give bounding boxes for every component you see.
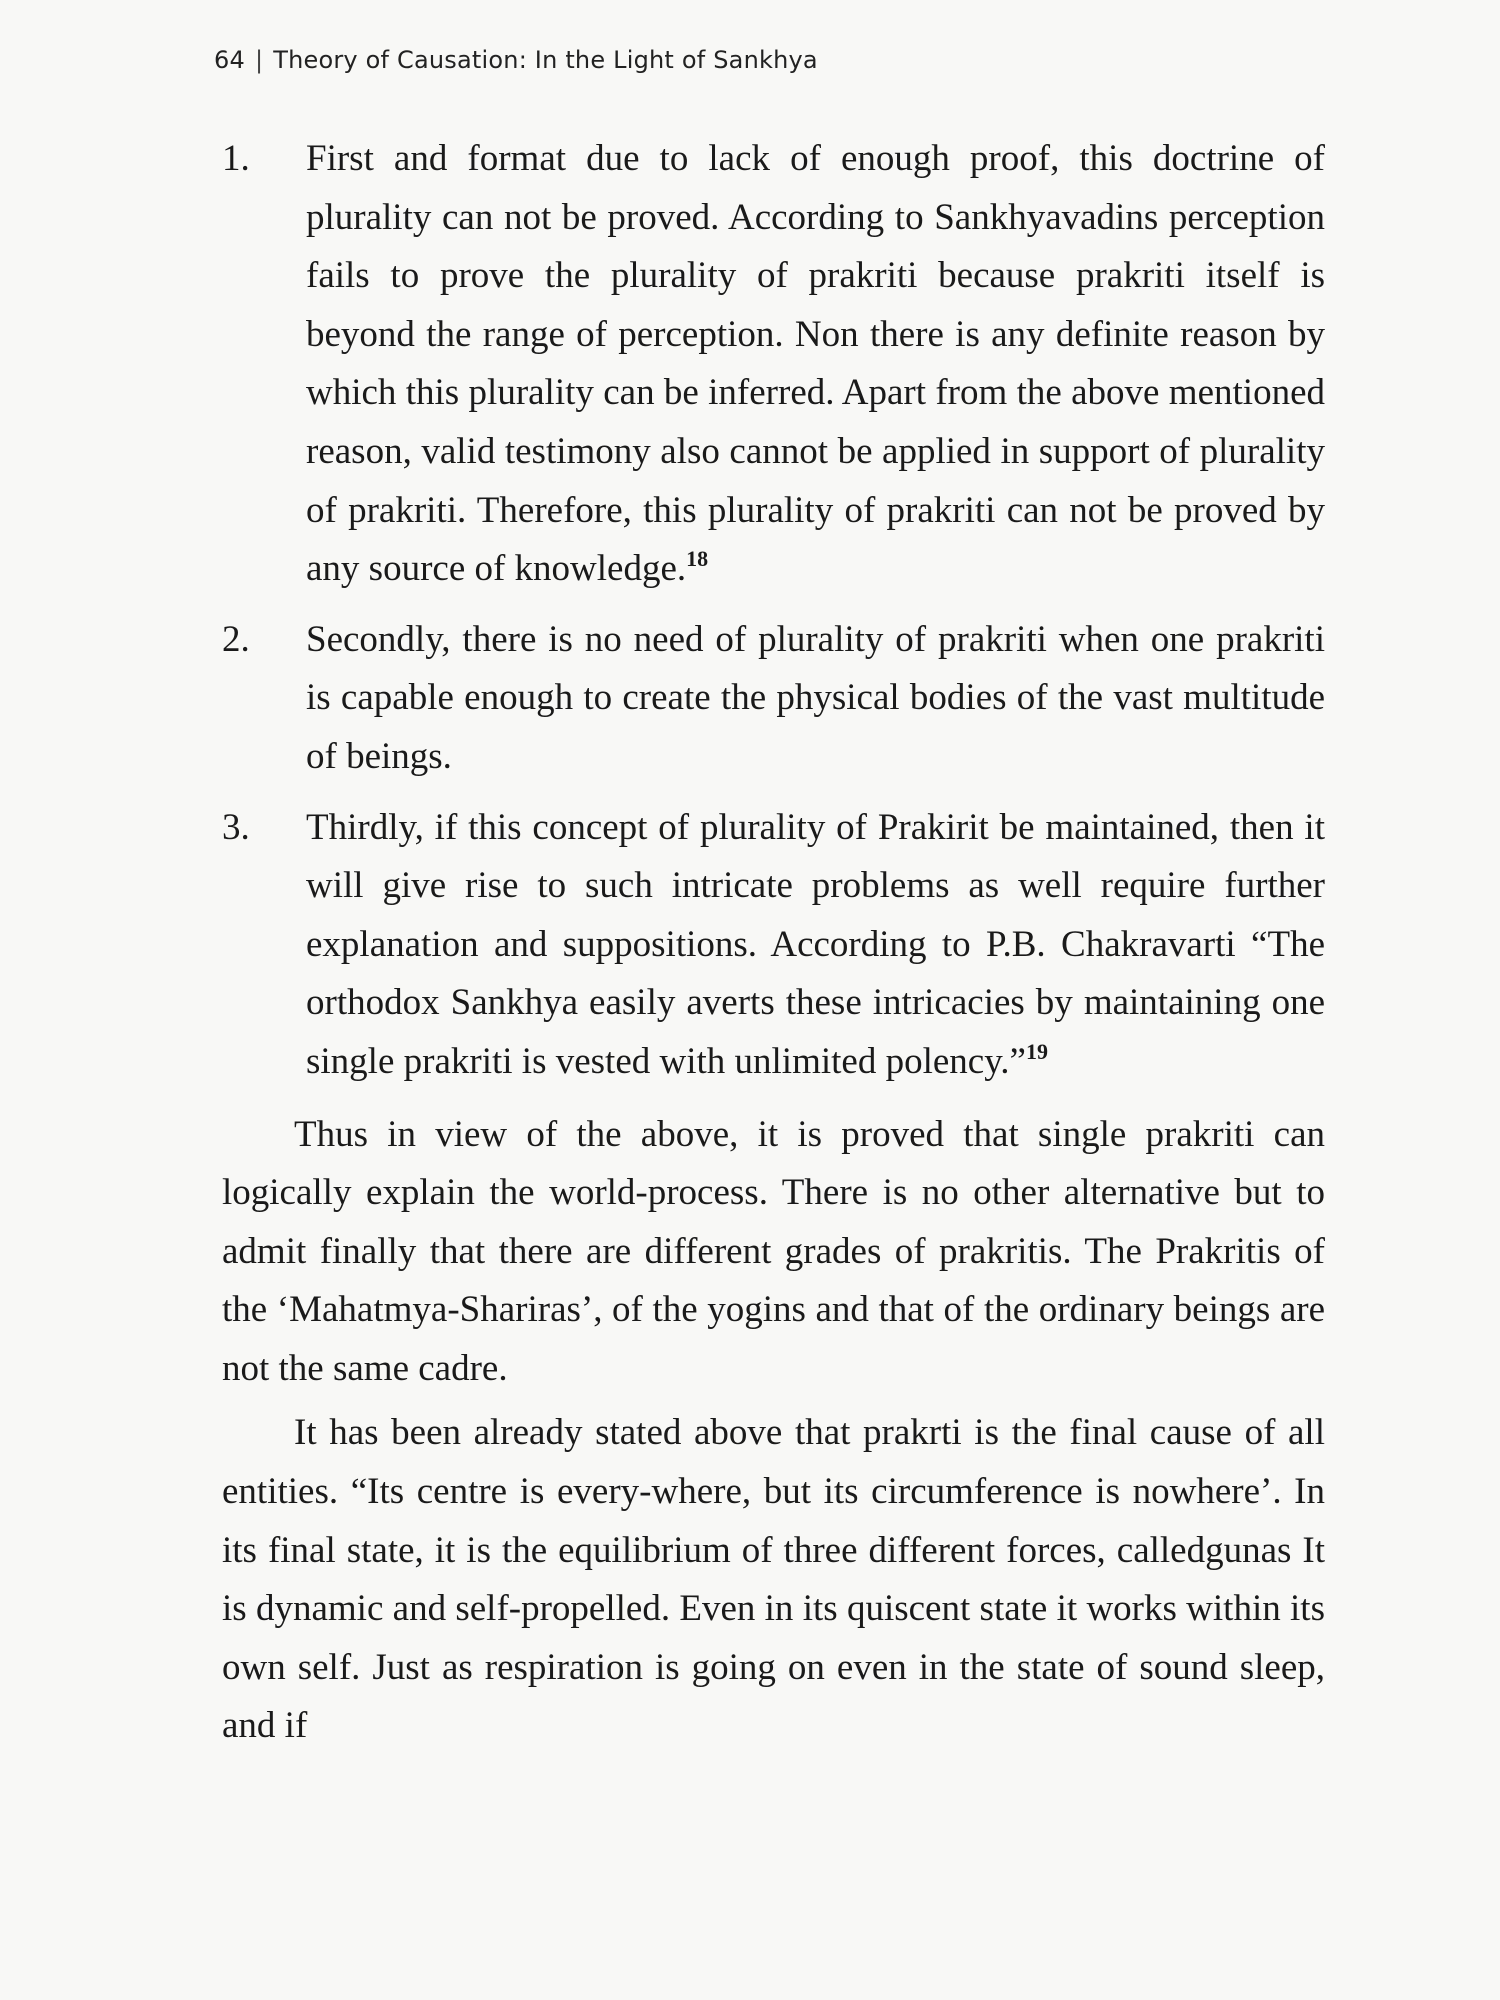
list-marker: 3. [222,806,250,848]
body-paragraph: It has been already stated above that prakrti is the final cause of all entities. “Its centre is every-where, but its circumference is nowhere’. In its final state, it is the equilibrium of three different forces, calledgunas It is dynamic and self-propelled. Even in its quiscent state it works within its own self. Just as respiration is going on even in the state of sound sleep, and if [222,1412,1325,1747]
list-item-text: First and format due to lack of enough proof, this doctrine of plurality can not be proved. According to Sankhyavadins perception fails to prove the plurality of prakriti because prakriti itself is beyond the range of perception. Non there is any definite reason by which this plurality can be inferred. Apart from the above mentioned reason, valid testimony also cannot be applied in support of plurality of prakriti. Therefore, this plurality of prakriti can not be proved by any source of knowledge. [306,138,1325,590]
list-item-text: Thirdly, if this concept of plurality of Prakirit be maintained, then it will give rise to such intricate problems as well require further explanation and suppositions. According to P.B. Chakravarti “The orthodox Sankhya easily averts these intricacies by maintaining one single prakriti is vested with unlimited polency.” [306,806,1325,1082]
list-item [222,130,1325,599]
list-item [222,611,1325,787]
numbered-list [222,130,1325,1092]
body-text [222,130,1325,1756]
page-number: 64 [214,46,245,74]
footnote-ref: 19 [1025,1038,1048,1064]
header-separator: | [254,46,264,74]
list-item-text: Secondly, there is no need of plurality of prakriti when one prakriti is capable enough to create the physical bodies of the vast multitude of beings. [306,618,1325,777]
running-header [214,46,818,74]
list-marker: 1. [222,138,250,179]
list-marker: 2. [222,618,250,660]
footnote-ref: 18 [686,546,709,572]
book-title: Theory of Causation: In the Light of Sankhya [273,46,818,74]
list-item [222,799,1325,1092]
body-paragraph: Thus in view of the above, it is proved that single prakriti can logically explain the world-process. There is no other alternative but to admit finally that there are different grades of prakritis. The Prakritis of the ‘Mahatmya-Shariras’, of the yogins and that of the ordinary beings are not the same cadre. [222,1113,1325,1389]
